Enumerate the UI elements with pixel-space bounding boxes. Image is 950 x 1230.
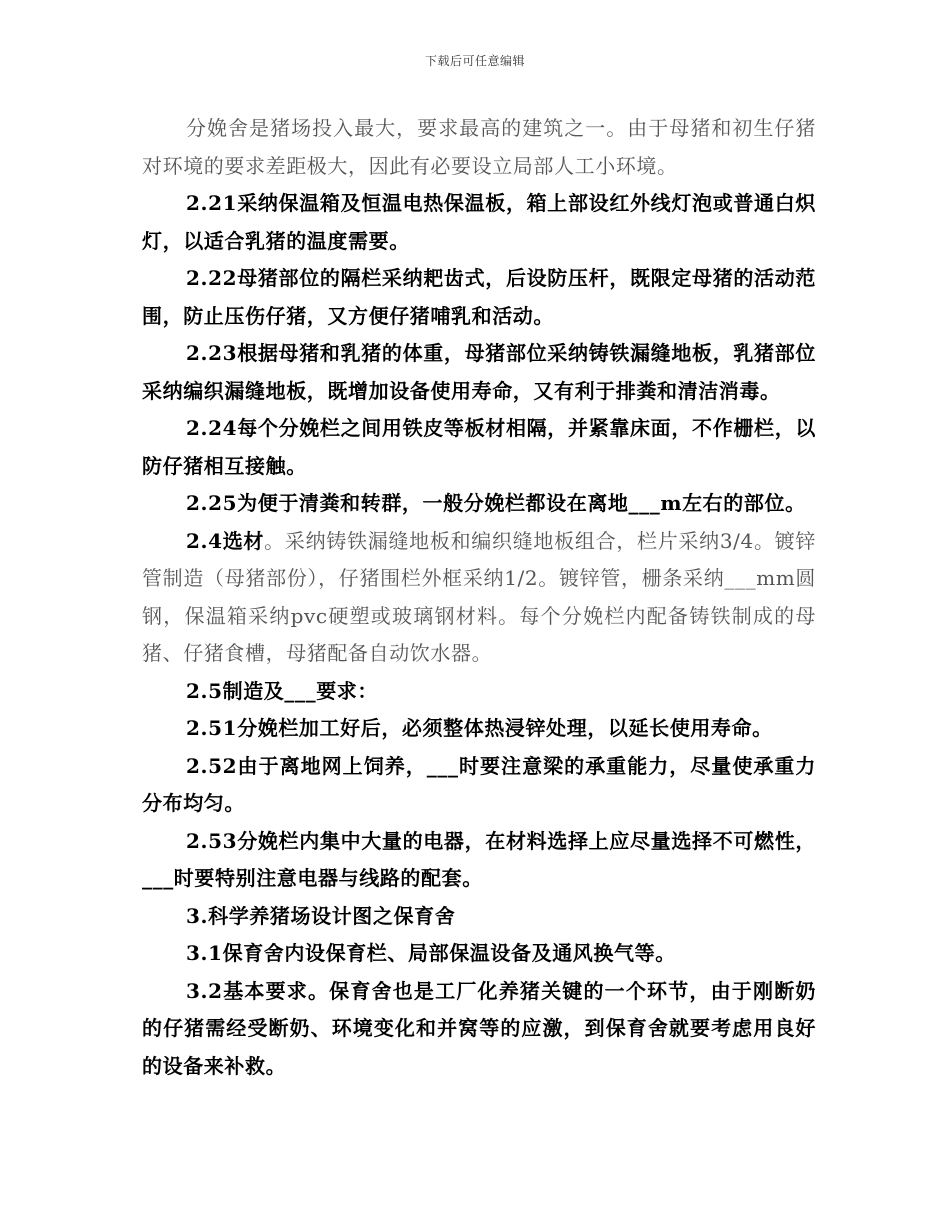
paragraph-2-23 bbox=[142, 335, 816, 410]
section-number: 2.25 bbox=[186, 491, 238, 515]
document-body bbox=[142, 110, 816, 1085]
paragraph-text: 。采纳铸铁漏缝地板和编织缝地板组合，栏片采纳3/4。镀锌管制造（母猪部份），仔猪围栏外框采纳1/2。镀锌管，栅条采纳___mm圆钢，保温箱采纳pvc硬塑或玻璃钢材料。每个分娩栏内配备铸铁制成的母猪、仔猪食槽，母猪配备自动饮水器。 bbox=[142, 528, 816, 665]
paragraph-2-24 bbox=[142, 410, 816, 485]
paragraph-text: 采纳保温箱及恒温电热保温板，箱上部设红外线灯泡或普通白炽灯，以适合乳猪的温度需要。 bbox=[142, 191, 816, 253]
paragraph-text: 分娩舍是猪场投入最大，要求最高的建筑之一。由于母猪和初生仔猪对环境的要求差距极大，因此有必要设立局部人工小环境。 bbox=[142, 116, 816, 178]
section-number: 3.1 bbox=[186, 941, 223, 965]
paragraph-text: 制造及___要求： bbox=[222, 678, 379, 703]
section-number: 2.22 bbox=[186, 266, 238, 290]
page-header: 下载后可任意编辑 bbox=[424, 54, 525, 68]
paragraph-2-4 bbox=[142, 523, 816, 673]
section-number: 2.23 bbox=[186, 341, 238, 365]
section-number: 3. bbox=[186, 903, 209, 928]
section-number: 2.53 bbox=[186, 828, 238, 853]
paragraph-2-5 bbox=[142, 673, 816, 711]
paragraph-2-53 bbox=[142, 823, 816, 898]
paragraph-2-51 bbox=[142, 710, 816, 748]
paragraph-text: 为便于清粪和转群，一般分娩栏都设在离地___m左右的部位。 bbox=[237, 491, 806, 515]
paragraph-text: 分娩栏加工好后，必须整体热浸锌处理，以延长使用寿命。 bbox=[237, 716, 773, 740]
paragraph-text: 每个分娩栏之间用铁皮等板材相隔，并紧靠床面，不作栅栏，以防仔猪相互接触。 bbox=[142, 416, 816, 478]
paragraph-2-52 bbox=[142, 748, 816, 823]
paragraph-text: 分娩栏内集中大量的电器，在材料选择上应尽量选择不可燃性，___时要特别注意电器与线路的配套。 bbox=[142, 828, 816, 890]
paragraph-text: 根据母猪和乳猪的体重，母猪部位采纳铸铁漏缝地板，乳猪部位采纳编织漏缝地板，既增加设备使用寿命，又有利于排粪和清洁消毒。 bbox=[142, 341, 816, 403]
section-number: 2.24 bbox=[186, 416, 238, 440]
section-heading-3 bbox=[142, 898, 816, 936]
section-number: 2.5 bbox=[186, 678, 223, 703]
paragraph-text: 母猪部位的隔栏采纳耙齿式，后设防压杆，既限定母猪的活动范围，防止压伤仔猪，又方便仔猪哺乳和活动。 bbox=[142, 266, 816, 328]
section-number: 2.51 bbox=[186, 716, 238, 740]
paragraph-text: 基本要求。保育舍也是工厂化养猪关键的一个环节，由于刚断奶的仔猪需经受断奶、环境变化和并窝等的应激，到保育舍就要考虑用良好的设备来补救。 bbox=[142, 978, 816, 1078]
paragraph-2-25 bbox=[142, 485, 816, 523]
paragraph-3-1 bbox=[142, 935, 816, 973]
paragraph-3-2 bbox=[142, 973, 816, 1086]
paragraph-text: 保育舍内设保育栏、局部保温设备及通风换气等。 bbox=[222, 941, 676, 965]
paragraph-text: 科学养猪场设计图之保育舍 bbox=[208, 903, 456, 928]
section-number: 3.2 bbox=[186, 978, 223, 1003]
paragraph-text: 由于离地网上饲养，___时要注意梁的承重能力，尽量使承重力分布均匀。 bbox=[142, 753, 816, 815]
paragraph-2-22 bbox=[142, 260, 816, 335]
section-number: 2.21 bbox=[186, 191, 238, 215]
paragraph-2-21 bbox=[142, 185, 816, 260]
section-number: 2.52 bbox=[186, 753, 238, 778]
paragraph-intro bbox=[142, 110, 816, 185]
section-title: 选材 bbox=[222, 528, 265, 553]
section-number: 2.4 bbox=[186, 528, 223, 553]
